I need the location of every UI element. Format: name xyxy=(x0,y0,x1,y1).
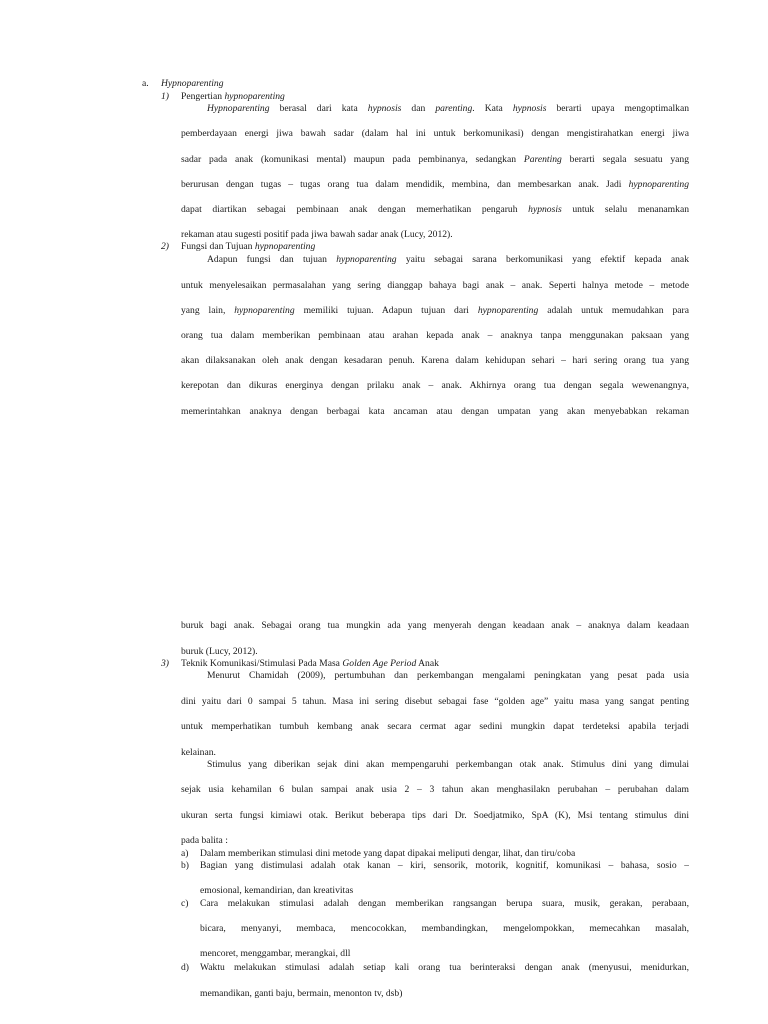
list-item-line: Bagian yang distimulasi adalah otak kanan – kiri, sensorik, motorik, kognitif, komunikasi – bahasa, sosio – xyxy=(200,860,689,871)
sub2-line: kerepotan dan dikuras energinya dengan prilaku anak – anak. Akhirnya orang tua dengan segala wewenangnya, xyxy=(181,380,689,391)
sub3-para1-line: untuk memperhatikan tumbuh kembang anak secara cermat agar sedini mungkin dapat terdeteksi apabila terjadi xyxy=(181,721,689,732)
sub1-line: Hypnoparenting berasal dari kata hypnosis dan parenting. Kata hypnosis berarti upaya mengoptimalkan xyxy=(207,103,689,114)
section-marker: a. xyxy=(142,78,149,89)
sub2-line: Adapun fungsi dan tujuan hypnoparenting yaitu sebagai sarana berkomunikasi yang efektif kepada anak xyxy=(207,254,689,265)
sub2-marker: 2) xyxy=(161,241,169,252)
list-item-line: Cara melakukan stimulasi adalah dengan memberikan rangsangan berupa suara, musik, gerakan, perabaan, xyxy=(200,898,689,909)
list-item-line: bicara, menyanyi, membaca, mencocokkan, membandingkan, mengelompokkan, memecahkan masalah, xyxy=(200,923,689,934)
sub2-line: akan dilaksanakan oleh anak dengan kesadaran penuh. Karena dalam kehidupan sehari – hari sering orang tua yang xyxy=(181,355,689,366)
list-item-line: emosional, kemandirian, dan kreativitas xyxy=(200,885,354,896)
sub1-line: rekaman atau sugesti positif pada jiwa bawah sadar anak (Lucy, 2012). xyxy=(181,229,453,240)
sub3-para1-line: Menurut Chamidah (2009), pertumbuhan dan perkembangan mengalami peningkatan yang pesat pada usia xyxy=(207,670,689,681)
sub1-heading: Pengertian hypnoparenting xyxy=(181,91,285,102)
sub3-para2-line: Stimulus yang diberikan sejak dini akan mempengaruhi perkembangan otak anak. Stimulus dini yang dimulai xyxy=(207,759,689,770)
sub2-line: untuk menyelesaikan permasalahan yang sering dianggap bahaya bagi anak – anak. Seperti halnya metode – metode xyxy=(181,280,689,291)
sub2-line: buruk (Lucy, 2012). xyxy=(181,646,258,657)
list-item-marker: b) xyxy=(181,860,189,871)
sub2-line: buruk bagi anak. Sebagai orang tua mungkin ada yang menyerah dengan keadaan anak – anaknya dalam keadaan xyxy=(181,620,689,631)
sub3-heading: Teknik Komunikasi/Stimulasi Pada Masa Golden Age Period Anak xyxy=(181,658,439,669)
sub3-para2-line: pada balita : xyxy=(181,835,228,846)
sub3-para2-line: sejak usia kehamilan 6 bulan sampai anak usia 2 – 3 tahun akan menghasilakn perubahan – perubahan dalam xyxy=(181,784,689,795)
list-item-marker: d) xyxy=(181,962,189,973)
list-item-marker: a) xyxy=(181,848,189,859)
list-item-line: Dalam memberikan stimulasi dini metode yang dapat dipakai meliputi dengar, lihat, dan tiru/coba xyxy=(200,848,576,859)
sub1-line: dapat diartikan sebagai pembinaan anak dengan memerhatikan pengaruh hypnosis untuk selalu menanamkan xyxy=(181,204,689,215)
sub1-marker: 1) xyxy=(161,91,169,102)
sub2-line: yang lain, hypnoparenting memiliki tujuan. Adapun tujuan dari hypnoparenting adalah untuk memudahkan para xyxy=(181,305,689,316)
list-item-line: Waktu melakukan stimulasi adalah setiap kali orang tua berinteraksi dengan anak (menyusui, menidurkan, xyxy=(200,962,689,973)
sub1-line: pemberdayaan energi jiwa bawah sadar (dalam hal ini untuk berkomunikasi) dengan mengistirahatkan energi jiwa xyxy=(181,128,689,139)
sub3-para1-line: kelainan. xyxy=(181,747,216,758)
sub1-line: berurusan dengan tugas – tugas orang tua dalam mendidik, membina, dan membesarkan anak. Jadi hypnoparenting xyxy=(181,179,689,190)
sub3-para1-line: dini yaitu dari 0 sampai 5 tahun. Masa ini sering disebut sebagai fase “golden age” yaitu masa yang sangat penting xyxy=(181,696,689,707)
sub2-line: orang tua dalam memberikan pembinaan atau arahan kepada anak – anaknya tanpa menggunakan paksaan yang xyxy=(181,330,689,341)
sub3-marker: 3) xyxy=(161,658,169,669)
sub2-heading: Fungsi dan Tujuan hypnoparenting xyxy=(181,241,316,252)
section-heading: Hypnoparenting xyxy=(161,78,224,89)
list-item-line: memandikan, ganti baju, bermain, menonton tv, dsb) xyxy=(200,988,403,999)
list-item-marker: c) xyxy=(181,898,189,909)
sub2-line: memerintahkan anaknya dengan berbagai kata ancaman atau dengan umpatan yang akan menyebabkan rekaman xyxy=(181,406,689,417)
list-item-line: mencoret, menggambar, merangkai, dll xyxy=(200,948,351,959)
sub3-para2-line: ukuran serta fungsi kimiawi otak. Berikut beberapa tips dari Dr. Soedjatmiko, SpA (K), Msi tentang stimulus dini xyxy=(181,810,689,821)
sub1-line: sadar pada anak (komunikasi mental) maupun pada pembinanya, sedangkan Parenting berarti segala sesuatu yang xyxy=(181,154,689,165)
